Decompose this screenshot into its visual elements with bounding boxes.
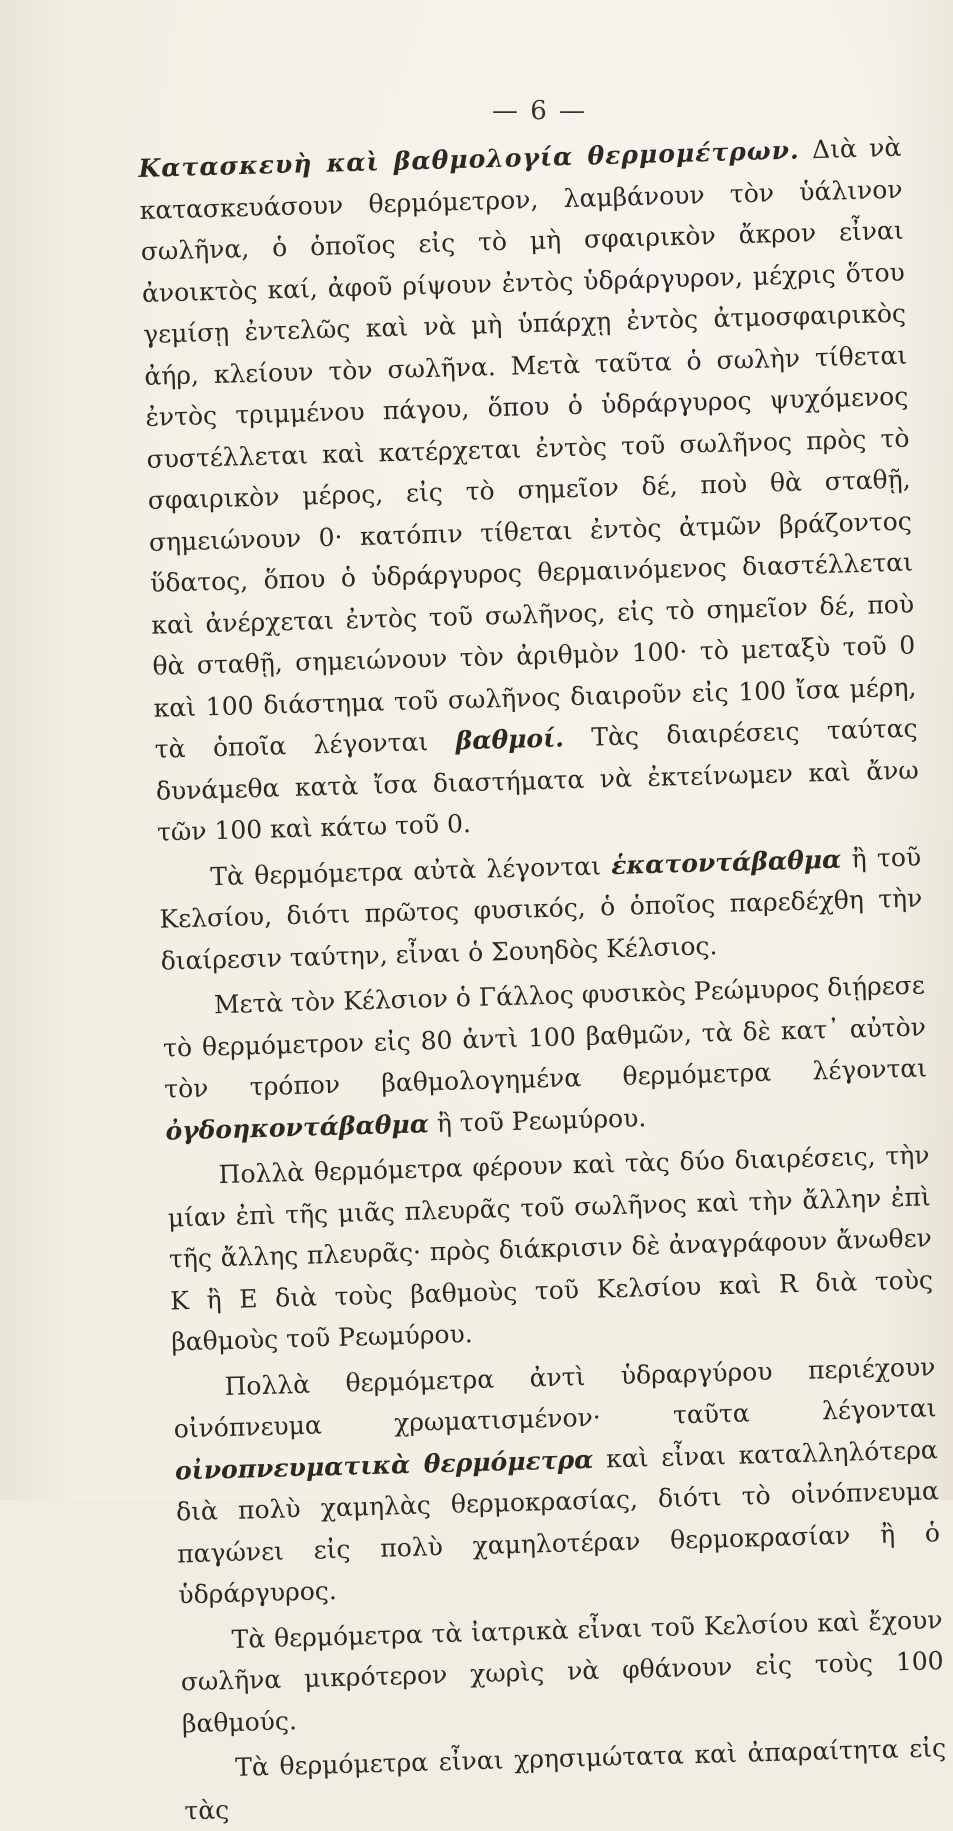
page-number: — 6 — [491, 96, 588, 126]
paragraph-text: καὶ εἶναι καταλληλότερα διὰ πολὺ χαμηλὰς θερμοκρασίας, διότι τὸ οἰνόπνευμα παγώνει εἰς πολὺ χαμηλοτέραν θερμοκρασίαν ἢ ὁ ὑδράργυρος. [175, 1434, 941, 1610]
term-vathmoi: βαθμοί. [455, 723, 565, 756]
term-octogesimal: ὀγδοηκοντάβαθμα [165, 1108, 430, 1146]
paragraph-text: Πολλὰ θερμόμετρα ἀντὶ ὑδραργύρου περιέχουν οἰνόπνευμα χρωματισμένον· ταῦτα λέγονται [173, 1351, 937, 1444]
paragraph-dual-scale: Πολλὰ θερμόμετρα φέρουν καὶ τὰς δύο διαιρέσεις, τὴν μίαν ἐπὶ τῆς μιᾶς πλευρᾶς τοῦ σωλῆνος καὶ τὴν ἄλλην ἐπὶ τῆς ἄλλης πλευρᾶς· πρὸς διάκρισιν δὲ ἀναγράφουν ἄνωθεν Κ ἢ Ε διὰ τοὺς βαθμοὺς τοῦ Κελσίου καὶ R διὰ τοὺς βαθμοὺς τοῦ Ρεωμύρου. [167, 1140, 934, 1357]
term-alcohol-thermometers: οἰνοπνευματικὰ θερμόμετρα [174, 1444, 594, 1485]
body-text [138, 127, 948, 1831]
term-centigrade: ἑκατοντάβαθμα [610, 844, 842, 880]
paragraph-text: Τὰς διαιρέσεις ταύτας δυνάμεθα κατὰ ἴσα διαστήματα νὰ ἐκτείνωμεν καὶ ἄνω τῶν 100 καὶ κάτω τοῦ 0. [155, 713, 920, 847]
paragraph-medical: Τὰ θερμόμετρα τὰ ἰατρικὰ εἶναι τοῦ Κελσίου καὶ ἔχουν σωλῆνα μικρότερον χωρὶς νὰ φθάνουν εἰς τοὺς 100 βαθμούς. [180, 1604, 944, 1738]
section-heading: Κατασκευὴ καὶ βαθμολογία θερμομέτρων. [138, 135, 801, 183]
paragraph-text: Μετὰ τὸν Κέλσιον ὁ Γάλλος φυσικὸς Ρεώμυρος διῄρεσε τὸ θερμόμετρον εἰς 80 ἀντὶ 100 βαθμῶν, τὰ δὲ κατ᾽ αὐτὸν τὸν τρόπον βαθμολογημένα θερμόμετρα λέγονται [162, 970, 928, 1104]
paragraph-usefulness: Τὰ θερμόμετρα εἶναι χρησιμώτατα καὶ ἀπαραίτητα εἰς τὰς [184, 1733, 947, 1825]
paragraph-reaumur [161, 964, 928, 1151]
paragraph-text: ἢ τοῦ Κελσίου, διότι πρῶτος φυσικός, ὁ ὁποῖος παρεδέχθη τὴν διαίρεσιν ταύτην, εἶναι ὁ Σουηδὸς Κέλσιος. [159, 841, 923, 976]
paragraph-text: Τὰ θερμόμετρα αὐτὰ λέγονται [209, 850, 612, 891]
paragraph-construction [138, 127, 920, 854]
paragraph-text: Διὰ νὰ κατασκευάσουν θερμόμετρον, λαμβάνουν τὸν ὑάλινον σωλῆνα, ὁ ὁποῖος εἰς τὸ μὴ σφαιρικὸν ἄκρον εἶναι ἀνοικτὸς καί, ἀφοῦ ρίψουν ἐντὸς ὑδράργυρον, μέχρις ὅτου γεμίσῃ ἐντελῶς καὶ νὰ μὴ ὑπάρχῃ ἐντὸς ἀτμοσφαιρικὸς ἀήρ, κλείουν τὸν σωλῆνα. Μετὰ ταῦτα ὁ σωλὴν τίθεται ἐντὸς τριμμένου πάγου, ὅπου ὁ ὑδράργυρος ψυχόμενος συστέλλεται καὶ κατέρχεται ἐντὸς τοῦ σωλῆνος πρὸς τὸ σφαιρικὸν μέρος, εἰς τὸ σημεῖον δέ, ποὺ θὰ σταθῇ, σημειώνουν 0· κατόπιν τίθεται ἐντὸς ἀτμῶν βράζοντος ὕδατος, ὅπου ὁ ὑδράργυρος θερμαινόμενος διαστέλλεται καὶ ἀνέρχεται ἐντὸς τοῦ σωλῆνος, εἰς τὸ σημεῖον δέ, ποὺ θὰ σταθῇ, σημειώνουν τὸν ἀριθμὸν 100· τὸ μεταξὺ τοῦ 0 καὶ 100 διάστημα τοῦ σωλῆνος διαιροῦν εἰς 100 ἴσα μέρη, τὰ ὁποῖα λέγονται [139, 132, 917, 764]
paragraph-alcohol [172, 1346, 942, 1616]
paragraph-celsius [158, 836, 924, 982]
paragraph-text: ἢ τοῦ Ρεωμύρου. [428, 1102, 647, 1138]
